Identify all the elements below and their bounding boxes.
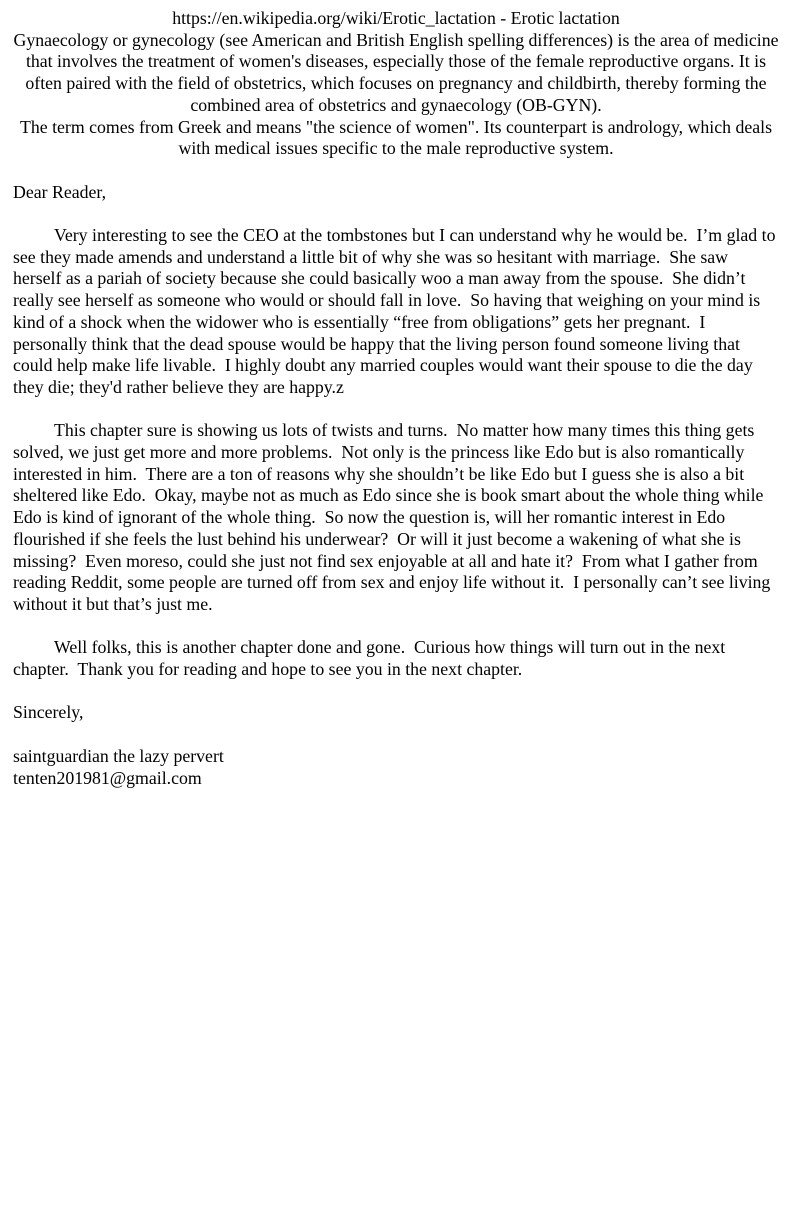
- signature-block: [13, 746, 779, 789]
- letter-body: [13, 182, 779, 790]
- source-line: https://en.wikipedia.org/wiki/Erotic_lactation - Erotic lactation: [172, 8, 620, 28]
- closing: Sincerely,: [13, 702, 84, 723]
- salutation: Dear Reader,: [13, 181, 107, 202]
- excerpt-paragraph-1: Gynaecology or gynecology (see American and British English spelling differences) is the area of medicine that involves the treatment of women's diseases, especially those of the female reproductive organs. It is often paired with the field of obstetrics, which focuses on pregnancy and childbirth, thereby forming the combined area of obstetrics and gynaecology (OB-GYN).: [13, 29, 783, 115]
- signature-name: saintguardian the lazy pervert: [13, 745, 224, 766]
- letter-paragraph: Well folks, this is another chapter done and gone. Curious how things will turn out in the next chapter. Thank you for reading and hope to see you in the next chapter.: [13, 637, 730, 680]
- header-quote-block: [13, 8, 783, 160]
- letter-paragraph: Very interesting to see the CEO at the tombstones but I can understand why he would be. I’m glad to see they made amends and understand a little bit of why she was so hesitant with marriage. She saw herself as a pariah of society because she could basically woo a man away from the spouse. She didn’t really see herself as someone who would or should fall in love. So having that weighing on your mind is kind of a shock when the widower who is essentially “free from obligations” gets her pregnant. I personally think that the dead spouse would be happy that the living person found someone living that could help make life livable. I highly doubt any married couples would want their spouse to die the day they die; they'd rather believe they are happy.z: [13, 225, 780, 397]
- signature-email: tenten201981@gmail.com: [13, 767, 202, 788]
- letter-paragraph: This chapter sure is showing us lots of twists and turns. No matter how many times this thing gets solved, we just get more and more problems. Not only is the princess like Edo but is also romantically interested in him. There are a ton of reasons why she shouldn’t be like Edo but I guess she is also a bit sheltered like Edo. Okay, maybe not as much as Edo since she is book smart about the whole thing while Edo is kind of ignorant of the whole thing. So now the question is, will her romantic interest in Edo flourished if she feels the lust behind his underwear? Or will it just become a wakening of what she is missing? Even moreso, could she just not find sex enjoyable at all and hate it? From what I gather from reading Reddit, some people are turned off from sex and enjoy life without it. I personally can’t see living without it but that’s just me.: [13, 420, 775, 614]
- excerpt-paragraph-2: The term comes from Greek and means "the science of women". Its counterpart is andrology, which deals with medical issues specific to the male reproductive system.: [19, 116, 777, 159]
